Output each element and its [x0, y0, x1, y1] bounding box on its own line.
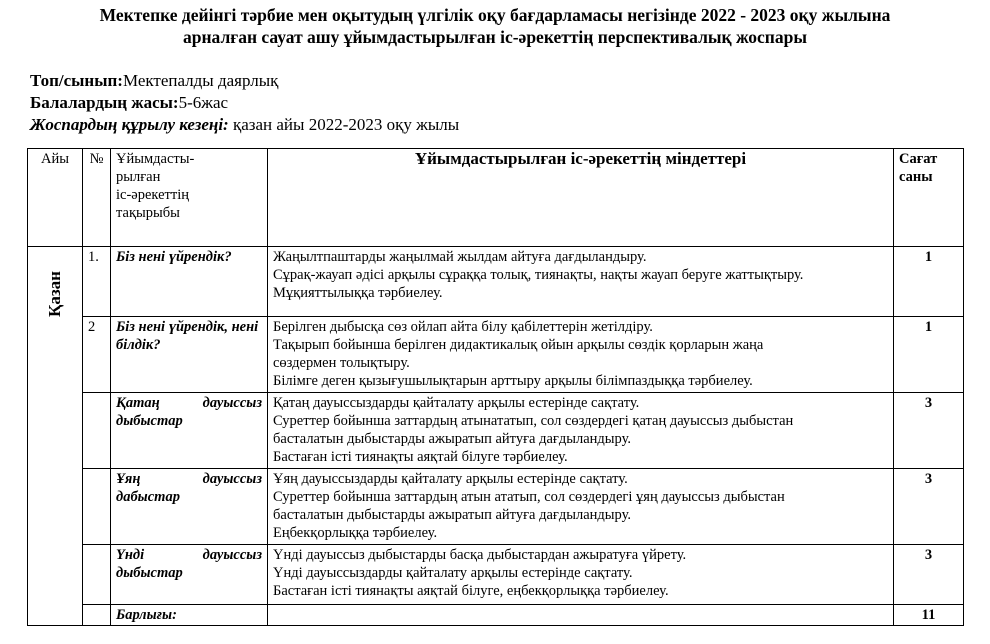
total-label: Барлығы: — [111, 605, 268, 626]
header-topic-line: іс-әрекеттің — [116, 187, 189, 203]
plan-table — [27, 148, 964, 626]
row-topic: Біз нені үйрендік, нені білдік? — [111, 317, 268, 393]
month-cell — [28, 247, 83, 626]
row-hours: 3 — [894, 393, 964, 469]
row-hours: 3 — [894, 545, 964, 605]
header-topic-line: тақырыбы — [116, 205, 180, 221]
header-hours-line: Сағат — [899, 151, 938, 167]
table-row — [28, 393, 964, 469]
document-title — [0, 4, 990, 48]
table-row — [28, 317, 964, 393]
period-value: қазан айы 2022-2023 оқу жылы — [228, 115, 460, 134]
table-row — [28, 469, 964, 545]
header-month: Айы — [28, 149, 83, 247]
row-number — [83, 469, 111, 545]
header-topic-line: рылған — [116, 169, 161, 185]
table-total-row — [28, 605, 964, 626]
age-line — [30, 92, 228, 114]
row-topic-text: Ұяң дауыссыз дабыстар — [116, 471, 262, 505]
task-line: Үнді дауыссыз дыбыстарды басқа дыбыстардан ажыратуға үйрету. — [273, 547, 687, 563]
task-line: Ұяң дауыссыздарды қайталату арқылы естерінде сақтату. — [273, 471, 628, 487]
row-topic — [111, 545, 268, 605]
total-hours: 11 — [894, 605, 964, 626]
row-hours: 1 — [894, 317, 964, 393]
row-hours: 3 — [894, 469, 964, 545]
age-value: 5-6жас — [178, 93, 229, 112]
task-line: басталатын дыбыстарды ажыратып айтуға дағдыландыру. — [273, 431, 631, 447]
task-line: Білімге деген қызығушылықтарын арттыру арқылы білімпаздыққа тәрбиелеу. — [273, 373, 753, 389]
row-number — [83, 545, 111, 605]
row-tasks — [268, 393, 894, 469]
task-line: сөздермен толықтыру. — [273, 355, 410, 371]
task-line: Тақырып бойынша берілген дидактикалық ойын арқылы сөздік қорларын жаңа — [273, 337, 764, 353]
header-tasks: Ұйымдастырылған іс-әрекеттің міндеттері — [268, 149, 894, 247]
header-topic — [111, 149, 268, 247]
row-topic: Біз нені үйрендік? — [111, 247, 268, 317]
title-line-1: Мектепке дейінгі тәрбие мен оқытудың үлгілік оқу бағдарламасы негізінде 2022 - 2023 оқу жылына — [99, 5, 891, 25]
header-number: № — [83, 149, 111, 247]
group-value: Мектепалды даярлық — [122, 71, 279, 90]
row-tasks — [268, 317, 894, 393]
task-line: Үнді дауыссыздарды қайталату арқылы естерінде сақтату. — [273, 565, 633, 581]
header-hours — [894, 149, 964, 247]
row-topic-text: Үнді дауыссыз дыбыстар — [116, 547, 262, 581]
task-line: Бастаған істі тиянақты аяқтай білуге тәрбиелеу. — [273, 449, 568, 465]
group-line — [30, 70, 278, 92]
header-hours-line: саны — [899, 169, 933, 185]
total-tasks — [268, 605, 894, 626]
table-header-row — [28, 149, 964, 247]
row-topic — [111, 469, 268, 545]
table-row — [28, 545, 964, 605]
task-line: Сұрақ-жауап әдісі арқылы сұраққа толық, тиянақты, нақты жауап беруге жаттықтыру. — [273, 267, 804, 283]
row-topic-text: Қатаң дауыссыз дыбыстар — [116, 395, 262, 429]
month-label: Қазан — [45, 271, 64, 317]
task-line: Мұқияттылыққа тәрбиелеу. — [273, 285, 443, 301]
task-line: Суреттер бойынша заттардың атынататып, сол сөздердегі қатаң дауыссыз дыбыстан — [273, 413, 794, 429]
period-line — [30, 114, 459, 136]
row-tasks — [268, 545, 894, 605]
task-line: Қатаң дауыссыздарды қайталату арқылы естерінде сақтату. — [273, 395, 640, 411]
period-label: Жоспардың құрылу кезеңі: — [30, 115, 229, 134]
row-number: 2 — [83, 317, 111, 393]
group-label: Топ/сынып: — [30, 71, 123, 90]
task-line: Суреттер бойынша заттардың атын ататып, сол сөздердегі ұяң дауыссыз дыбыстан — [273, 489, 785, 505]
total-number — [83, 605, 111, 626]
task-line: Жаңылтпаштарды жаңылмай жылдам айтуға дағдыландыру. — [273, 249, 647, 265]
task-line: Бастаған істі тиянақты аяқтай білуге, еңбекқорлыққа тәрбиелеу. — [273, 583, 669, 599]
table-row — [28, 247, 964, 317]
task-line: Берілген дыбысқа сөз ойлап айта білу қабілеттерін жетілдіру. — [273, 319, 653, 335]
row-topic — [111, 393, 268, 469]
task-line: Еңбекқорлыққа тәрбиелеу. — [273, 525, 438, 541]
row-tasks — [268, 469, 894, 545]
row-number: 1. — [83, 247, 111, 317]
header-topic-line: Ұйымдасты- — [116, 151, 195, 167]
row-hours: 1 — [894, 247, 964, 317]
row-number — [83, 393, 111, 469]
row-tasks — [268, 247, 894, 317]
task-line: басталатын дыбыстарды ажыратып айтуға дағдыландыру. — [273, 507, 631, 523]
title-line-2: арналған сауат ашу ұйымдастырылған іс-әрекеттің перспективалық жоспары — [182, 27, 808, 47]
age-label: Балалардың жасы: — [30, 93, 179, 112]
